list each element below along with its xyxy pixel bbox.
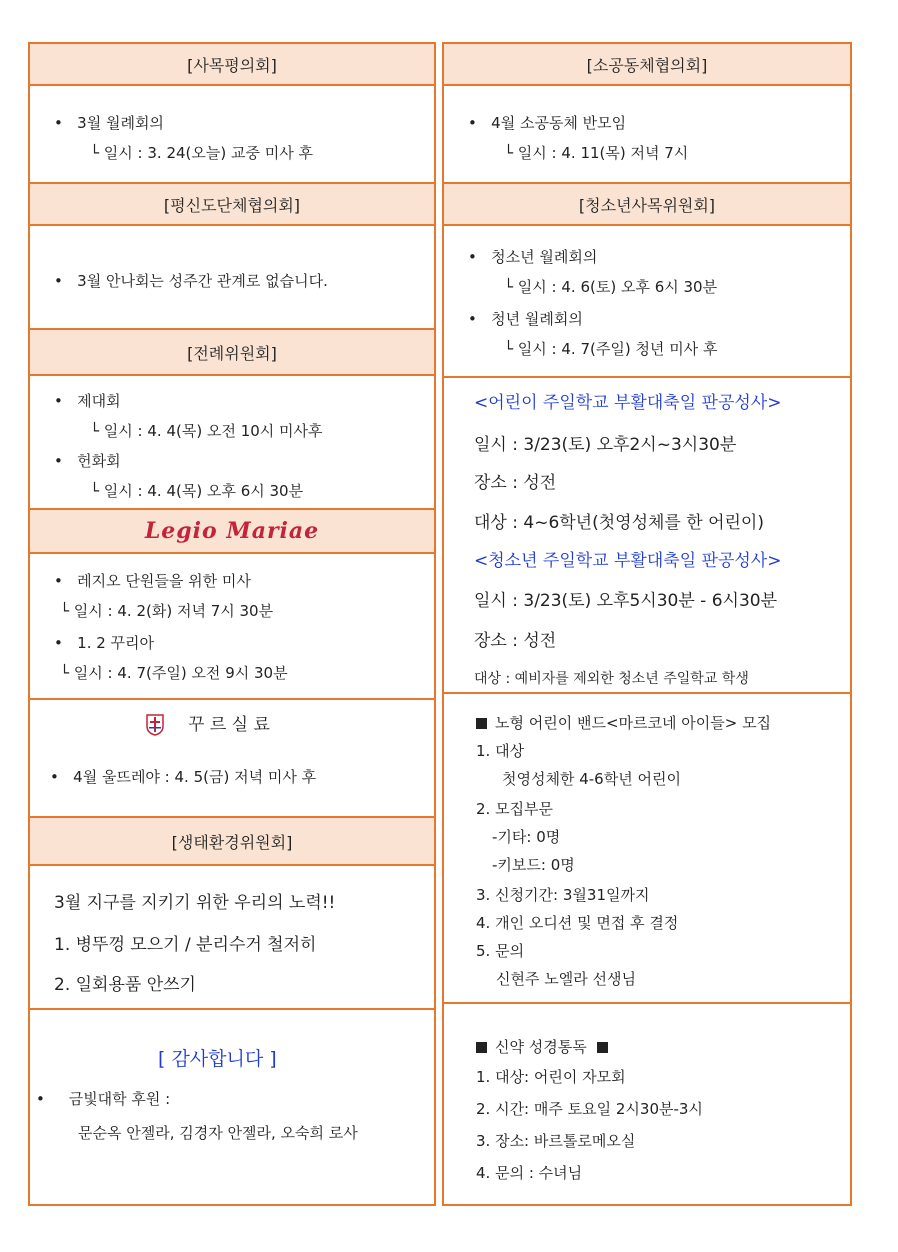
text-line: 2. 모집부문 [476,800,554,818]
text-line: 1. 대상: 어린이 자모회 [476,1068,626,1086]
box-sogongdongche [442,84,852,184]
box-bible [442,1002,852,1206]
confession-children-title: <어린이 주일학교 부활대축일 판공성사> [474,393,782,413]
thanks-title: [ 감사합니다 ] [158,1048,277,1070]
text-line: 3. 장소: 바르톨로메오실 [476,1132,636,1150]
text-line: -키보드: 0명 [492,856,575,874]
item-detail: └ 일시 : 4. 2(화) 저녁 7시 30분 [60,602,274,620]
cursillo-title-text: 꾸 르 실 료 [188,715,270,735]
text-line: 2. 일회용품 안쓰기 [54,975,196,995]
header-saengtae [28,816,436,866]
item-text: 4월 울뜨레야 : 4. 5(금) 저녁 미사 후 [73,768,317,786]
header-cheongsonyeon-text: [청소년사목위원회] [578,195,716,215]
item-detail: └ 일시 : 4. 4(목) 오후 6시 30분 [90,482,304,500]
text-line: 1. 병뚜껑 모으기 / 분리수거 철저히 [54,935,317,955]
confession-youth-title: <청소년 주일학교 부활대축일 판공성사> [474,551,782,571]
bullet-item: • 청년 월례회의 [468,310,583,328]
text-line: 2. 시간: 매주 토요일 2시30분-3시 [476,1100,703,1118]
legio-mariae-logo: Legio Mariae [144,518,320,544]
box-cheongsonyeon [442,224,852,378]
item-detail: └ 일시 : 3. 24(오늘) 교중 미사 후 [90,144,313,162]
text-line: 4. 문의 : 수녀님 [476,1164,583,1182]
bullet-item: • 4월 소공동체 반모임 [468,114,627,132]
item-detail: └ 일시 : 4. 7(주일) 청년 미사 후 [504,340,718,358]
item-text: 3월 안나회는 성주간 관계로 없습니다. [77,272,328,290]
text-line: 신현주 노엘라 선생님 [496,970,636,988]
header-sogongdongche-text: [소공동체협의회] [586,55,708,75]
header-legio [28,508,436,554]
bullet-item: • 헌화회 [54,452,121,470]
band-heading-text: 노형 어린이 밴드<마르코네 아이들> 모집 [495,714,772,732]
bullet-item: • 제대회 [54,392,121,410]
text-line: -기타: 0명 [492,828,561,846]
item-detail: └ 일시 : 4. 6(토) 오후 6시 30분 [504,278,718,296]
box-saengtae [28,864,436,1010]
item-text: 제대회 [77,392,121,410]
bullet-item: • 금빛대학 후원 : [36,1090,171,1108]
bullet-item: • 3월 안나회는 성주간 관계로 없습니다. [54,272,328,290]
item-detail: └ 일시 : 4. 4(목) 오전 10시 미사후 [90,422,323,440]
item-detail: └ 일시 : 4. 11(목) 저녁 7시 [504,144,689,162]
item-text: 3월 월례회의 [77,114,164,132]
text-line: 1. 대상 [476,742,525,760]
text-line: 일시 : 3/23(토) 오후2시~3시30분 [474,435,737,455]
item-text: 헌화회 [77,452,121,470]
header-jeollye-text: [전례위원회] [187,343,277,363]
bullet-item: • 3월 월례회의 [54,114,164,132]
item-detail: └ 일시 : 4. 7(주일) 오전 9시 30분 [60,664,288,682]
item-text: 4월 소공동체 반모임 [491,114,627,132]
square-bullet-icon [476,1042,487,1053]
box-confession [442,376,852,694]
item-text: 1. 2 꾸리아 [77,634,155,652]
cursillo-title [146,710,270,736]
cursillo-crest-icon [146,714,164,736]
header-pyeongsindo [28,182,436,226]
header-samok [28,42,436,86]
text-line: 장소 : 성전 [474,473,557,493]
square-bullet-icon [476,718,487,729]
square-bullet-icon [597,1042,608,1053]
text-line: 첫영성체한 4-6학년 어린이 [502,770,681,788]
item-text: 청년 월례회의 [491,310,583,328]
text-line: 5. 문의 [476,942,525,960]
box-jeollye [28,374,436,510]
bullet-item: • 1. 2 꾸리아 [54,634,155,652]
item-text: 청소년 월례회의 [491,248,598,266]
text-line: 3. 신청기간: 3월31일까지 [476,886,650,904]
text-line: 일시 : 3/23(토) 오후5시30분 - 6시30분 [474,591,778,611]
text-line: 장소 : 성전 [474,631,557,651]
item-text: 레지오 단원들을 위한 미사 [77,572,251,590]
text-line: 3월 지구를 지키기 위한 우리의 노력!! [54,893,336,913]
bullet-item: • 레지오 단원들을 위한 미사 [54,572,251,590]
header-sogongdongche [442,42,852,86]
header-cheongsonyeon [442,182,852,226]
box-cursillo [28,698,436,818]
text-line: 대상 : 4~6학년(첫영성체를 한 어린이) [474,513,764,533]
item-text: 금빛대학 후원 : [68,1090,171,1108]
text-line: 문순옥 안젤라, 김경자 안젤라, 오숙희 로사 [78,1124,358,1142]
header-saengtae-text: [생태환경위원회] [171,832,293,852]
band-heading [476,712,771,733]
header-pyeongsindo-text: [평신도단체협의회] [163,195,301,215]
bible-heading [476,1036,616,1057]
bullet-item: • 청소년 월례회의 [468,248,598,266]
box-thanks [28,1008,436,1206]
bible-heading-text: 신약 성경통독 [495,1038,587,1056]
header-jeollye [28,328,436,376]
text-line: 4. 개인 오디션 및 면접 후 결정 [476,914,679,932]
text-line: 대상 : 예비자를 제외한 청소년 주일학교 학생 [474,671,749,687]
box-legio [28,552,436,700]
bullet-item: • 4월 울뜨레야 : 4. 5(금) 저녁 미사 후 [50,768,317,786]
header-samok-text: [사목평의회] [187,55,277,75]
box-pyeongsindo [28,224,436,330]
box-samok [28,84,436,184]
box-band [442,692,852,1004]
